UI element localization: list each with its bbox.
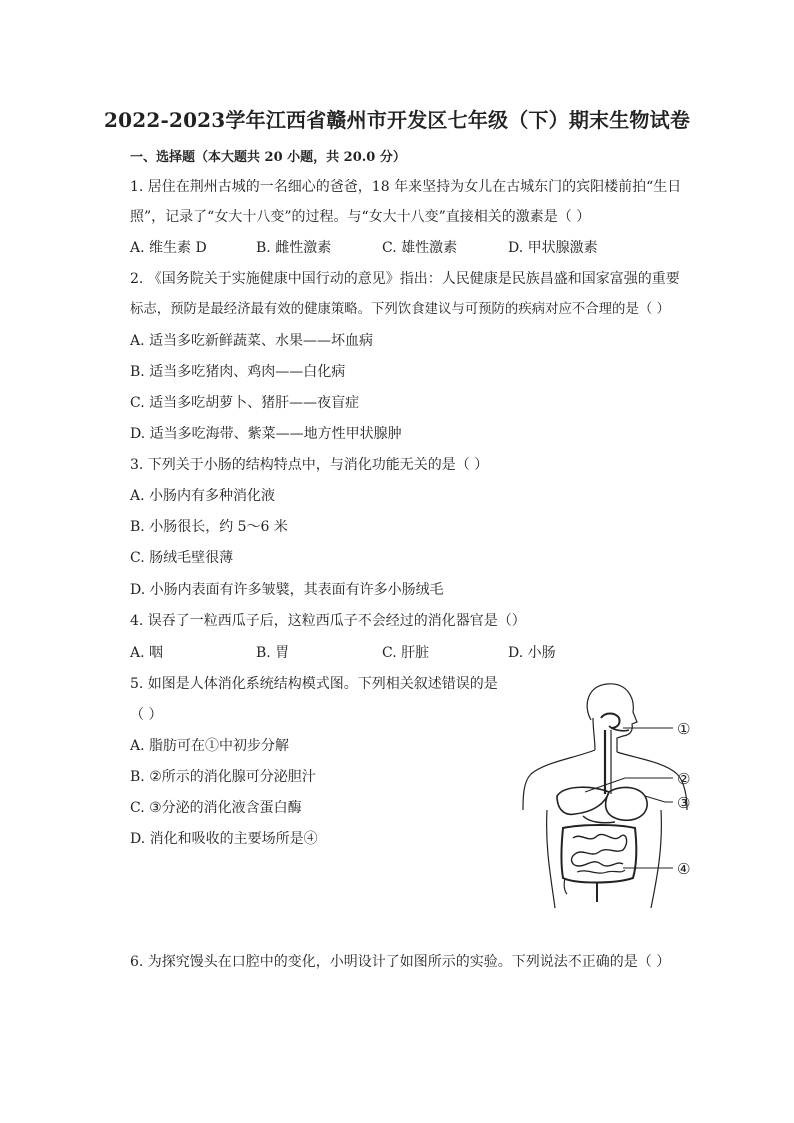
question-2-line-2: 标志，预防是最经济最有效的健康策略。下列饮食建议与可预防的疾病对应不合理的是（ ） <box>130 302 670 317</box>
question-4-line-1: 4. 误吞了一粒西瓜子后，这粒西瓜子不会经过的消化器官是（） <box>130 613 526 629</box>
figure-label-2: ② <box>677 770 691 788</box>
option-a[interactable]: A. 维生素 D <box>130 240 207 256</box>
neck-left <box>593 718 595 750</box>
digestive-system-figure <box>505 678 705 910</box>
left-shoulder <box>523 750 595 810</box>
option-d[interactable]: D. 小肠 <box>508 645 556 661</box>
question-2-option-d[interactable]: D. 适当多吃海带、紫菜——地方性甲状腺肿 <box>130 426 402 442</box>
question-5-line-2: （ ） <box>130 707 163 723</box>
question-5-option-d[interactable]: D. 消化和吸收的主要场所是④ <box>130 831 318 847</box>
question-3-line-1: 3. 下列关于小肠的结构特点中，与消化功能无关的是（ ） <box>130 457 489 473</box>
question-5-option-b[interactable]: B. ②所示的消化腺可分泌胆汁 <box>130 769 316 785</box>
question-2-line-1: 2. 《国务院关于实施健康中国行动的意见》指出：人民健康是民族昌盛和国家富强的重要 <box>130 271 680 287</box>
option-c[interactable]: C. 雄性激素 <box>382 240 458 256</box>
option-d[interactable]: D. 甲状腺激素 <box>508 240 598 256</box>
question-1-line-1: 1. 居住在荆州古城的一名细心的爸爸，18 年来坚持为女儿在古城东门的宾阳楼前拍“生日 <box>130 179 682 195</box>
question-6-line-1: 6. 为探究馒头在口腔中的变化，小明设计了如图所示的实验。下列说法不正确的是（ ） <box>130 954 671 970</box>
option-c[interactable]: C. 肝脏 <box>382 645 430 661</box>
question-5-option-a[interactable]: A. 脂肪可在①中初步分解 <box>130 738 290 754</box>
question-2-option-a[interactable]: A. 适当多吃新鲜蔬菜、水果——坏血病 <box>130 333 374 349</box>
section-heading: 一、选择题（本大题共 20 小题，共 20.0 分） <box>130 150 406 165</box>
option-b[interactable]: B. 胃 <box>256 645 290 661</box>
question-3-option-d[interactable]: D. 小肠内表面有许多皱襞，其表面有许多小肠绒毛 <box>130 582 444 598</box>
question-3-option-b[interactable]: B. 小肠很长，约 5～6 米 <box>130 519 288 535</box>
figure-label-4: ④ <box>677 860 691 878</box>
torso-right <box>651 810 661 908</box>
question-5-option-c[interactable]: C. ③分泌的消化液含蛋白酶 <box>130 800 302 816</box>
question-5-line-1: 5. 如图是人体消化系统结构模式图。下列相关叙述错误的是 <box>130 676 498 692</box>
question-1-line-2: 照”，记录了“女大十八变”的过程。与“女大十八变”直接相关的激素是（ ） <box>130 209 591 225</box>
figure-label-3: ③ <box>677 794 691 812</box>
torso-left <box>547 810 555 908</box>
option-a[interactable]: A. 咽 <box>130 645 164 661</box>
question-2-option-c[interactable]: C. 适当多吃胡萝卜、猪肝——夜盲症 <box>130 395 360 411</box>
option-b[interactable]: B. 雌性激素 <box>256 240 332 256</box>
page-title: 2022-2023学年江西省赣州市开发区七年级（下）期末生物试卷 <box>103 108 691 132</box>
question-3-option-a[interactable]: A. 小肠内有多种消化液 <box>130 488 276 504</box>
figure-label-1: ① <box>677 720 691 738</box>
question-3-option-c[interactable]: C. 肠绒毛壁很薄 <box>130 550 234 566</box>
question-2-option-b[interactable]: B. 适当多吃猪肉、鸡肉——白化病 <box>130 364 346 380</box>
